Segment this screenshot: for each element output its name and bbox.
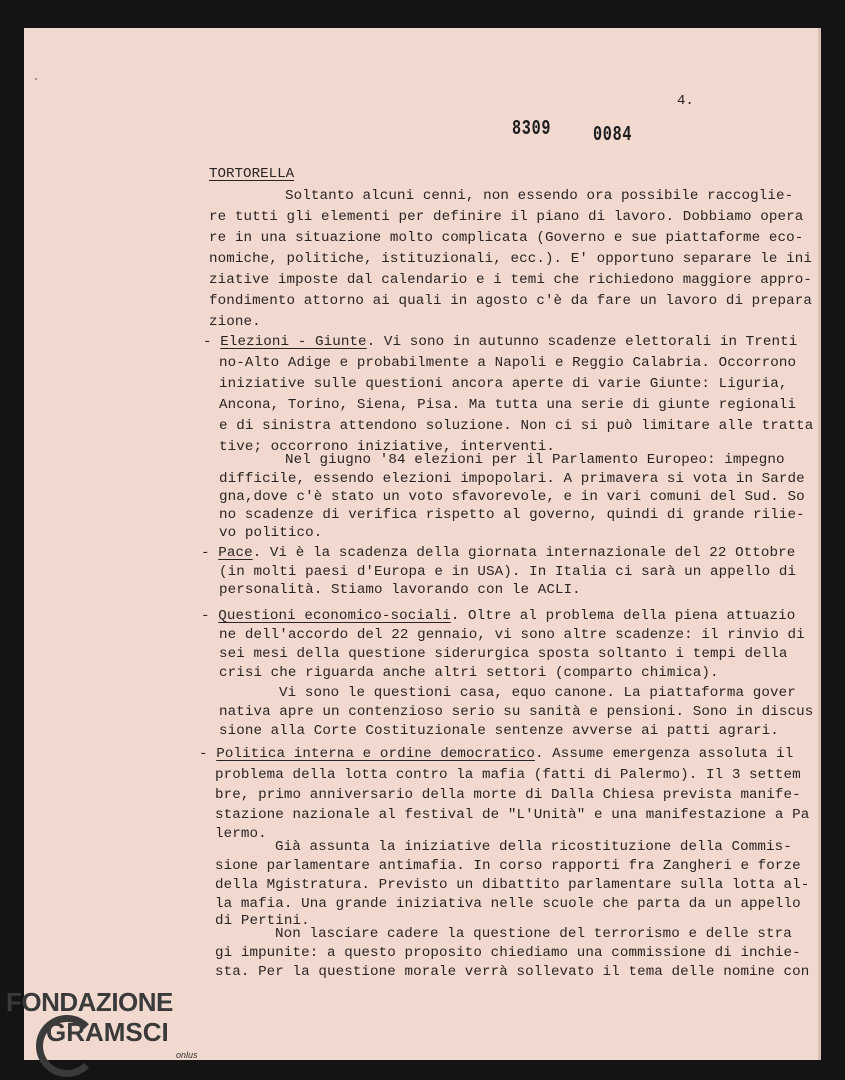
text-line: sione alla Corte Costituzionale sentenze avverse ai patti agrari. bbox=[219, 723, 779, 739]
text-line: Soltanto alcuni cenni, non essendo ora possibile raccoglie- bbox=[285, 188, 794, 204]
watermark-suffix: onlus bbox=[176, 1050, 198, 1060]
text-line: difficile, essendo elezioni impopolari. A primavera si vota in Sarde bbox=[219, 471, 805, 487]
text-line: re tutti gli elementi per definire il piano di lavoro. Dobbiamo opera bbox=[209, 209, 804, 225]
text-line: Ancona, Torino, Siena, Pisa. Ma tutta una serie di giunte regionali bbox=[219, 397, 797, 413]
text-line: ziative imposte dal calendario e i temi che richiedono maggiore appro- bbox=[209, 272, 812, 288]
bullet-topic: Questioni economico-sociali bbox=[218, 608, 451, 624]
page-number: 4. bbox=[677, 93, 694, 109]
text-line: - Politica interna e ordine democratico. Assume emergenza assoluta il bbox=[199, 746, 794, 762]
text-line: tive; occorrono iniziative, interventi. bbox=[219, 439, 555, 455]
text-line: e di sinistra attendono soluzione. Non ci si può limitare alle tratta bbox=[219, 418, 814, 434]
text-line: zione. bbox=[209, 314, 261, 330]
section-heading: TORTORELLA bbox=[209, 166, 295, 182]
watermark-line2: GRAMSCI bbox=[46, 1017, 169, 1047]
paper-speck bbox=[35, 78, 37, 80]
text-line: Non lasciare cadere la questione del terrorismo e delle stra bbox=[275, 926, 792, 942]
text-line: lermo. bbox=[215, 826, 267, 842]
text-line: no-Alto Adige e probabilmente a Napoli e Reggio Calabria. Occorrono bbox=[219, 355, 797, 371]
bullet-topic: Pace bbox=[218, 545, 253, 561]
archive-stamp-number: 8309 bbox=[512, 118, 552, 141]
text-line: ne dell'accordo del 22 gennaio, vi sono altre scadenze: il rinvio di bbox=[219, 627, 805, 643]
text-line: Nel giugno '84 elezioni per il Parlamento Europeo: impegno bbox=[285, 452, 785, 468]
text-line: gi impunite: a questo proposito chiediamo una commissione di inchie- bbox=[215, 945, 801, 961]
archive-stamp-number-2: 0084 bbox=[593, 124, 633, 147]
text-line: la mafia. Una grande iniziativa nelle scuole che parta da un appello bbox=[215, 896, 801, 912]
text-line: - Elezioni - Giunte. Vi sono in autunno scadenze elettorali in Trenti bbox=[203, 334, 798, 350]
bullet-topic: Politica interna e ordine democratico bbox=[216, 746, 535, 762]
text-line: sione parlamentare antimafia. In corso rapporti fra Zangheri e forze bbox=[215, 858, 801, 874]
text-line: Vi sono le questioni casa, equo canone. La piattaforma gover bbox=[279, 685, 796, 701]
text-line: no scadenze di verifica rispetto al governo, quindi di grande rilie- bbox=[219, 507, 805, 523]
text-line: nativa apre un contenzioso serio su sanità e pensioni. Sono in discus bbox=[219, 704, 814, 720]
text-line: - Pace. Vi è la scadenza della giornata internazionale del 22 Ottobre bbox=[201, 545, 796, 561]
bullet-topic: Elezioni - Giunte bbox=[220, 334, 367, 350]
text-line: crisi che riguarda anche altri settori (comparto chimica). bbox=[219, 665, 719, 681]
text-line: (in molti paesi d'Europa e in USA). In Italia ci sarà un appello di bbox=[219, 564, 797, 580]
watermark-line1: FONDAZIONE bbox=[6, 987, 173, 1017]
text-line: iniziative sulle questioni ancora aperte di varie Giunte: Liguria, bbox=[219, 376, 788, 392]
text-line: nomiche, politiche, istituzionali, ecc.). E' opportuno separare le ini bbox=[209, 251, 812, 267]
text-line: di Pertini. bbox=[215, 913, 310, 929]
text-line: vo politico. bbox=[219, 525, 323, 541]
text-line: fondimento attorno ai quali in agosto c'è da fare un lavoro di prepara bbox=[209, 293, 812, 309]
text-line: personalità. Stiamo lavorando con le ACLI. bbox=[219, 582, 581, 598]
text-line: sta. Per la questione morale verrà sollevato il tema delle nomine con bbox=[215, 964, 810, 980]
text-line: - Questioni economico-sociali. Oltre al problema della piena attuazio bbox=[201, 608, 796, 624]
text-line: bre, primo anniversario della morte di Dalla Chiesa prevista manife- bbox=[215, 787, 801, 803]
text-line: sei mesi della questione siderurgica sposta soltanto i tempi della bbox=[219, 646, 788, 662]
text-line: Già assunta la iniziative della ricostituzione della Commis- bbox=[275, 839, 792, 855]
text-line: della Mgistratura. Previsto un dibattito parlamentare sulla lotta al- bbox=[215, 877, 810, 893]
text-line: stazione nazionale al festival de "L'Unità" e una manifestazione a Pa bbox=[215, 807, 810, 823]
text-line: re in una situazione molto complicata (Governo e sue piattaforme eco- bbox=[209, 230, 804, 246]
text-line: gna,dove c'è stato un voto sfavorevole, e in vari comuni del Sud. So bbox=[219, 489, 805, 505]
text-line: problema della lotta contro la mafia (fatti di Palermo). Il 3 settem bbox=[215, 767, 801, 783]
